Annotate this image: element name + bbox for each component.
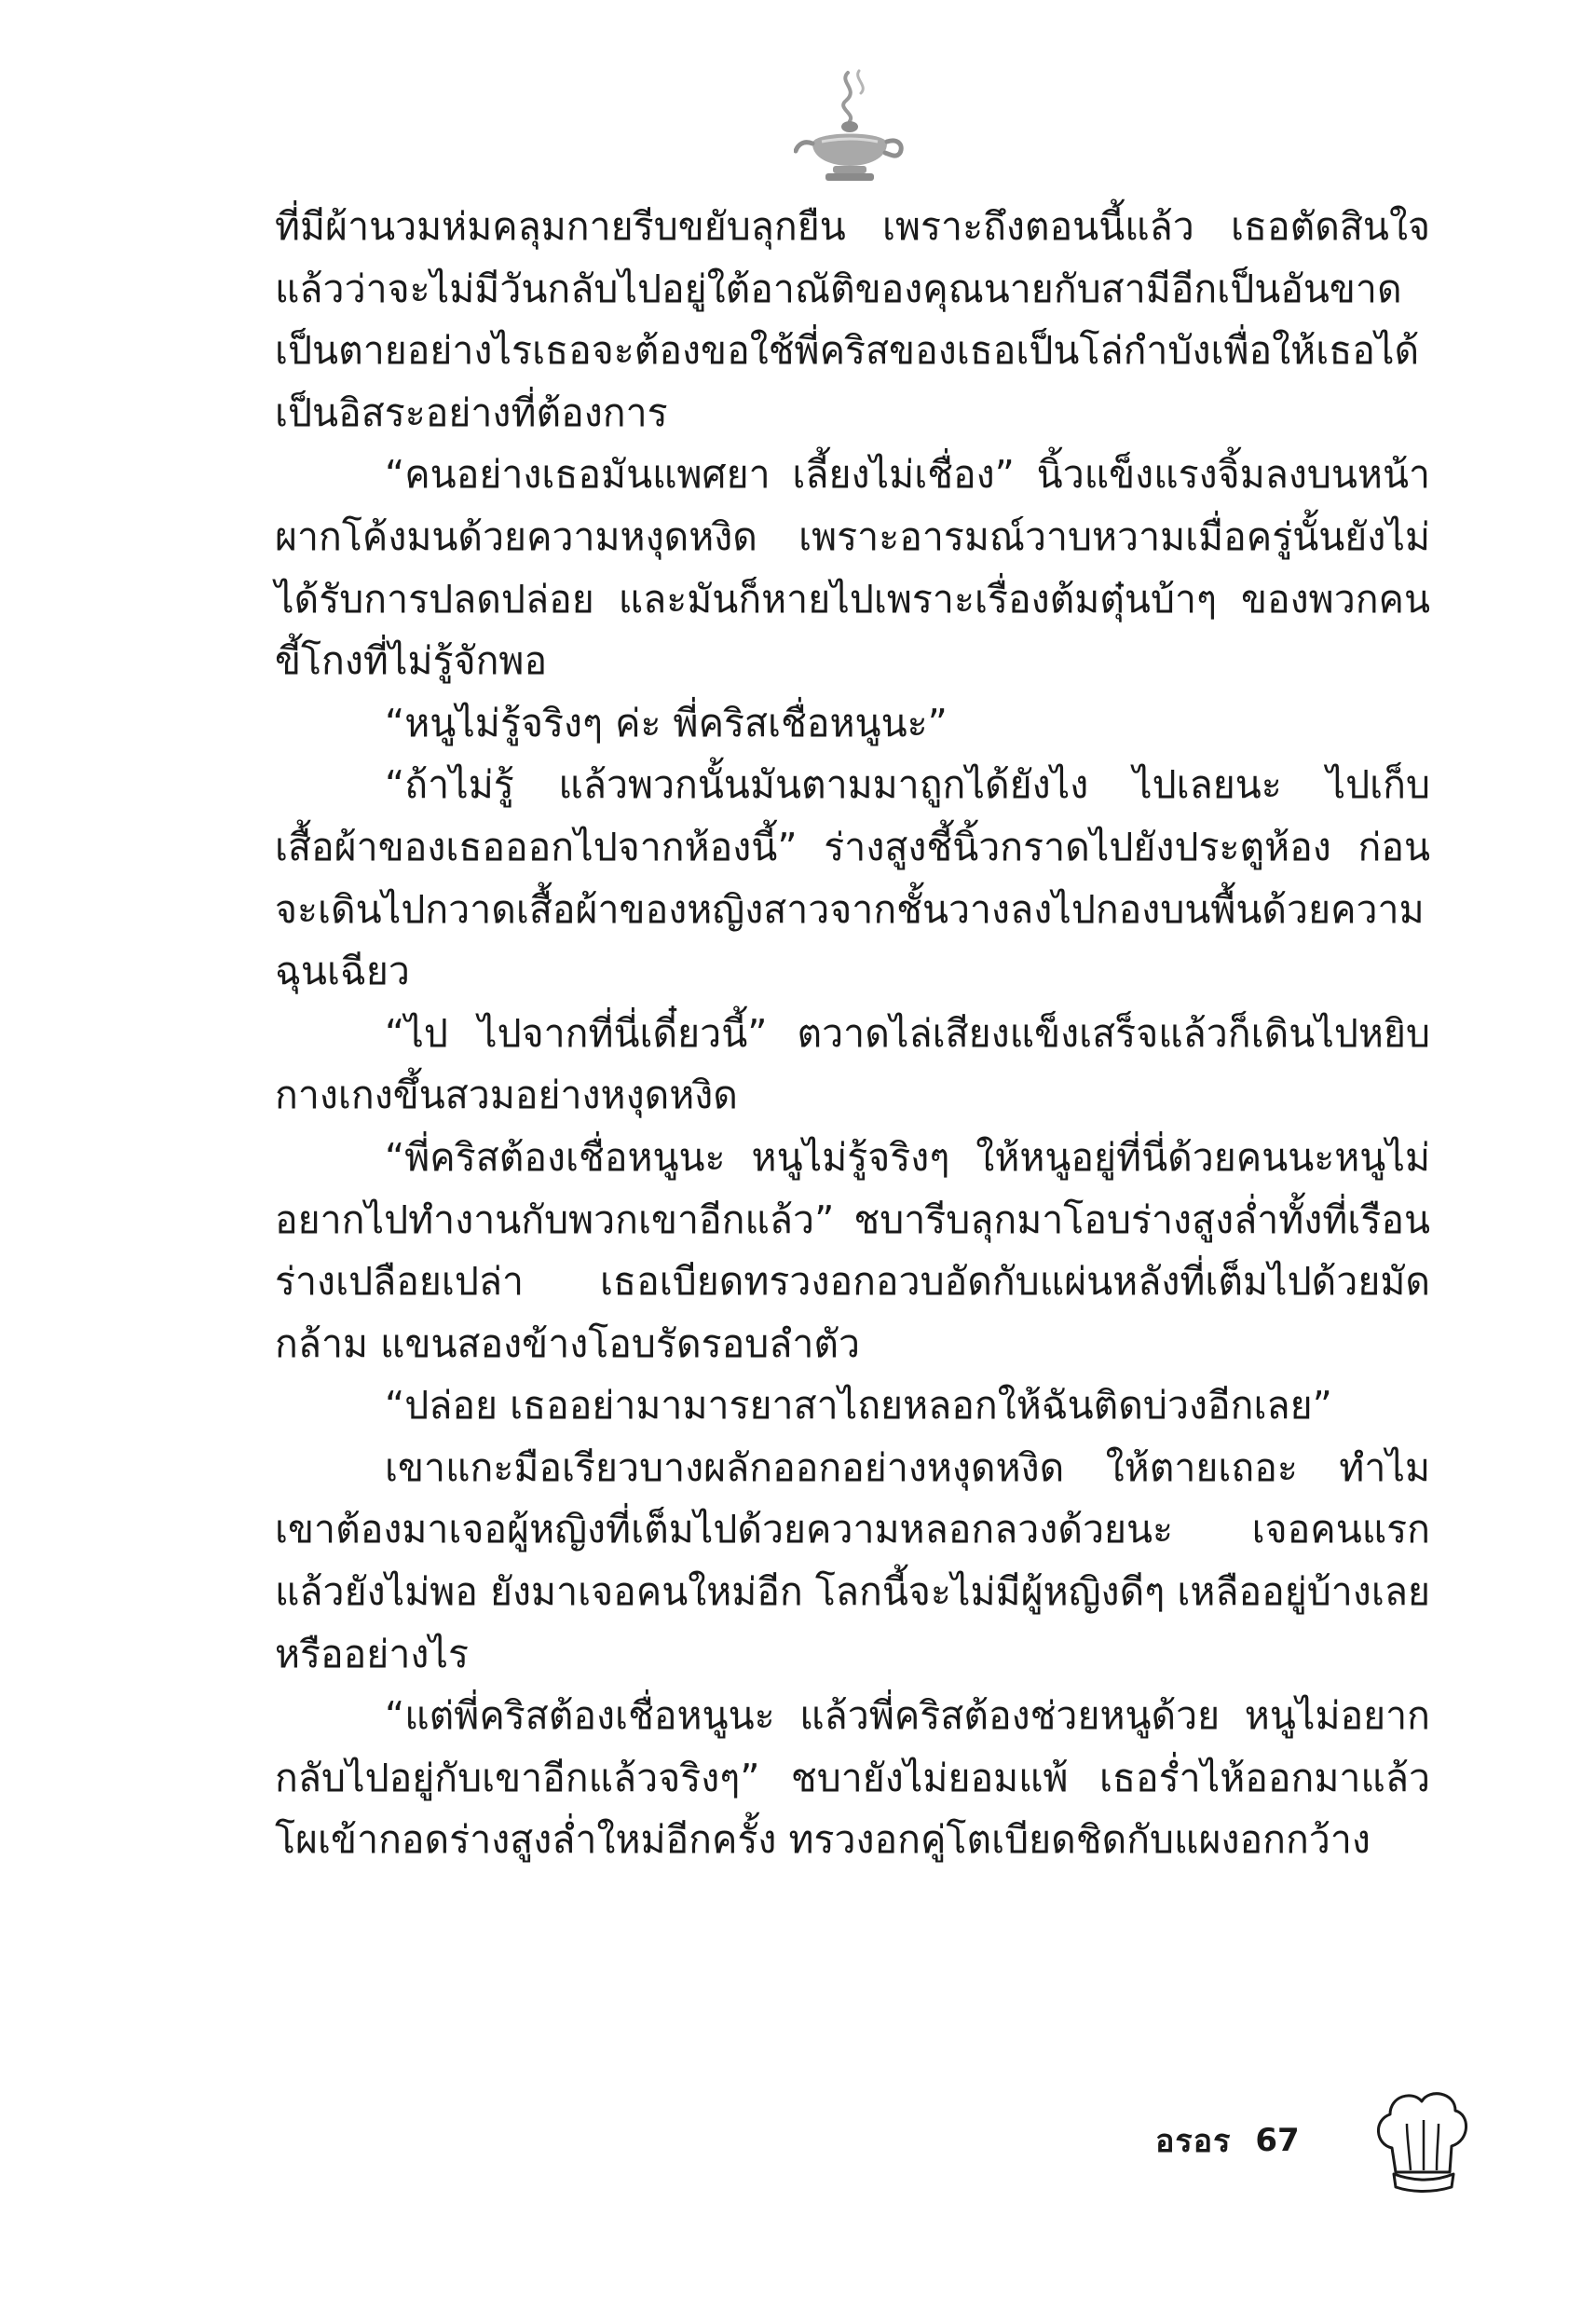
paragraph: “ถ้าไม่รู้ แล้วพวกนั้นมันตามมาถูกได้ยังไง ไปเลยนะ ไปเก็บเสื้อผ้าของเธอออกไปจากห้องนี้” ร่างสูงชี้นิ้วกราดไปยังประตูห้อง ก่อนจะเดินไปกวาดเสื้อผ้าของหญิงสาวจากชั้นวางลงไปกองบนพื้นด้วยความฉุนเฉียว bbox=[275, 762, 1430, 994]
author-name: อรอร bbox=[1155, 2123, 1232, 2160]
paragraph: “หนูไม่รู้จริงๆ ค่ะ พี่คริสเชื่อหนูนะ” bbox=[385, 700, 948, 745]
paragraph: “พี่คริสต้องเชื่อหนูนะ หนูไม่รู้จริงๆ ให้หนูอยู่ที่นี่ด้วยคนนะหนูไม่อยากไปทำงานกับพวกเขาอีกแล้ว” ชบารีบลุกมาโอบร่างสูงล่ำทั้งที่เรือนร่างเปลือยเปล่า เธอเบียดทรวงอกอวบอัดกับแผ่นหลังที่เต็มไปด้วยมัดกล้าม แขนสองข้างโอบรัดรอบลำตัว bbox=[275, 1134, 1430, 1366]
text-body bbox=[275, 196, 1430, 1871]
paragraph: “คนอย่างเธอมันแพศยา เลี้ยงไม่เชื่อง” นิ้วแข็งแรงจิ้มลงบนหน้าผากโค้งมนด้วยความหงุดหงิด เพราะอารมณ์วาบหวามเมื่อครู่นั้นยังไม่ได้รับการปลดปล่อย และมันก็หายไปเพราะเรื่องต้มตุ๋นบ้าๆ ของพวกคนขี้โกงที่ไม่รู้จักพอ bbox=[275, 452, 1430, 684]
paragraph: “ไป ไปจากที่นี่เดี๋ยวนี้” ตวาดไล่เสียงแข็งเสร็จแล้วก็เดินไปหยิบกางเกงขึ้นสวมอย่างหงุดหงิด bbox=[275, 1010, 1430, 1118]
paragraph: เขาแกะมือเรียวบางผลักออกอย่างหงุดหงิด ให้ตายเถอะ ทำไมเขาต้องมาเจอผู้หญิงที่เต็มไปด้วยความหลอกลวงด้วยนะ เจอคนแรกแล้วยังไม่พอ ยังมาเจอคนใหม่อีก โลกนี้จะไม่มีผู้หญิงดีๆ เหลืออยู่บ้างเลยหรืออย่างไร bbox=[275, 1444, 1430, 1676]
chef-hat-icon bbox=[1370, 2083, 1472, 2195]
paragraph: “ปล่อย เธออย่ามามารยาสาไถยหลอกให้ฉันติดบ่วงอีกเลย” bbox=[385, 1383, 1332, 1429]
magic-lamp-icon bbox=[794, 65, 906, 186]
page-number: 67 bbox=[1255, 2122, 1300, 2159]
paragraph: ที่มีผ้านวมห่มคลุมกายรีบขยับลุกยืน เพราะถึงตอนนี้แล้ว เธอตัดสินใจแล้วว่าจะไม่มีวันกลับไปอยู่ใต้อาณัติของคุณนายกับสามีอีกเป็นอันขาดเป็นตายอย่างไรเธอจะต้องขอใช้พี่คริสของเธอเป็นโล่กำบังเพื่อให้เธอได้เป็นอิสระอย่างที่ต้องการ bbox=[275, 204, 1430, 435]
paragraph: “แต่พี่คริสต้องเชื่อหนูนะ แล้วพี่คริสต้องช่วยหนูด้วย หนูไม่อยากกลับไปอยู่กับเขาอีกแล้วจริงๆ” ชบายังไม่ยอมแพ้ เธอร่ำไห้ออกมาแล้วโผเข้ากอดร่างสูงล่ำใหม่อีกครั้ง ทรวงอกคู่โตเบียดชิดกับแผงอกกว้าง bbox=[275, 1693, 1430, 1863]
page-footer bbox=[1155, 2115, 1300, 2166]
